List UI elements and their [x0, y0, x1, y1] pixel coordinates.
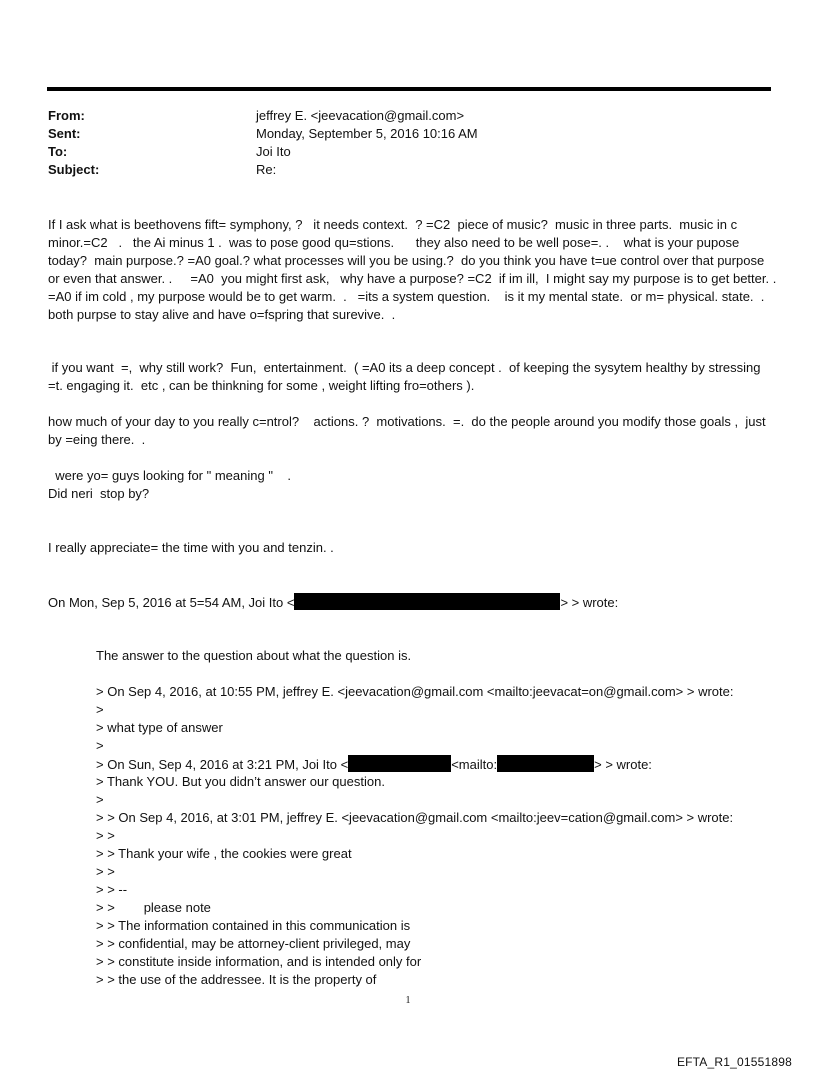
quoted-intro-line — [48, 593, 778, 612]
quote-line-redacted — [96, 755, 776, 774]
from-label: From: — [48, 108, 85, 123]
body-paragraph-2: if you want =, why still work? Fun, entertainment. ( =A0 its a deep concept . of keeping the sysytem healthy by stressing =t. engaging it. etc , can be thinkning for some , weight lifting fro=others ). — [48, 360, 765, 393]
sent-value: Monday, September 5, 2016 10:16 AM — [256, 126, 478, 141]
quote-line: > > The information contained in this communication is — [96, 918, 411, 933]
from-value: jeffrey E. <jeevacation@gmail.com> — [256, 108, 465, 123]
bates-number: EFTA_R1_01551898 — [676, 1055, 792, 1069]
to-label: To: — [48, 144, 68, 159]
quote-line: > > — [96, 828, 115, 843]
body-paragraph-1: If I ask what is beethovens fift= symphony, ? it needs context. ? =C2 piece of music? music in three parts. music in c minor.=C2 . the Ai minus 1 . was to pose good qu=stions. they also need to be well pose=. . what is your pupose today? main purpose.? =A0 goal.? what processes will you be using.? do you think you have t=ue control over that purpose or even that answer. . =A0 you might first ask, why have a purpose? =C2 if im ill, I might say my purpose is to get better. . =A0 if im cold , my purpose would be to get warm. . =its a system question. is it my mental state. or m= physical. state. . both purpse to stay alive and have o=fspring that surevive. . — [48, 217, 784, 322]
quote-line: > > please note — [96, 900, 211, 915]
quote-line: > > -- — [96, 882, 128, 897]
quote-line: > > confidential, may be attorney-client privileged, may — [96, 936, 411, 951]
subject-row — [48, 161, 478, 179]
to-value: Joi Ito — [256, 144, 291, 159]
body-paragraph-5: I really appreciate= the time with you and tenzin. . — [48, 540, 334, 555]
quote-line: > what type of answer — [96, 720, 223, 735]
quote-line-mid: <mailto: — [451, 757, 498, 772]
page-number: 1 — [405, 995, 411, 1006]
quoted-intro-end: > > wrote: — [560, 595, 619, 610]
quote-line: > — [96, 792, 104, 807]
quote-line: > — [96, 738, 104, 753]
subject-value: Re: — [256, 162, 277, 177]
body-paragraph-4b: Did neri stop by? — [48, 486, 150, 501]
quote-line: > > constitute inside information, and is intended only for — [96, 954, 422, 969]
quoted-intro-start: On Mon, Sep 5, 2016 at 5=54 AM, Joi Ito < — [48, 595, 295, 610]
quoted-answer: The answer to the question about what the question is. — [96, 648, 412, 663]
sent-row — [48, 125, 478, 143]
email-header — [48, 107, 478, 179]
body-paragraph-3: how much of your day to you really c=ntrol? actions. ? motivations. =. do the people around you modify those goals , just by =eing there. . — [48, 414, 770, 447]
to-row — [48, 143, 478, 161]
quote-line-end: > > wrote: — [594, 757, 652, 772]
quote-line: > > the use of the addressee. It is the property of — [96, 972, 377, 987]
header-rule — [47, 87, 771, 91]
subject-label: Subject: — [48, 162, 100, 177]
from-row — [48, 107, 478, 125]
quote-line: > > Thank your wife , the cookies were great — [96, 846, 352, 861]
quote-line: > Thank YOU. But you didn’t answer our question. — [96, 774, 385, 789]
sent-label: Sent: — [48, 126, 81, 141]
quote-line: > > On Sep 4, 2016, at 3:01 PM, jeffrey E. <jeevacation@gmail.com <mailto:jeev=cation@gmail.com> > wrote: — [96, 810, 734, 825]
quote-line: > > — [96, 864, 115, 879]
body-paragraph-4a: were yo= guys looking for " meaning " . — [48, 468, 291, 483]
redaction-box — [294, 593, 560, 610]
redaction-box — [497, 755, 594, 772]
redaction-box — [348, 755, 451, 772]
quote-line: > — [96, 702, 104, 717]
quote-line: > On Sep 4, 2016, at 10:55 PM, jeffrey E. <jeevacation@gmail.com <mailto:jeevacat=on@gmail.com> > wrote: — [96, 684, 734, 699]
quote-line-start: > On Sun, Sep 4, 2016 at 3:21 PM, Joi Ito < — [96, 757, 349, 772]
